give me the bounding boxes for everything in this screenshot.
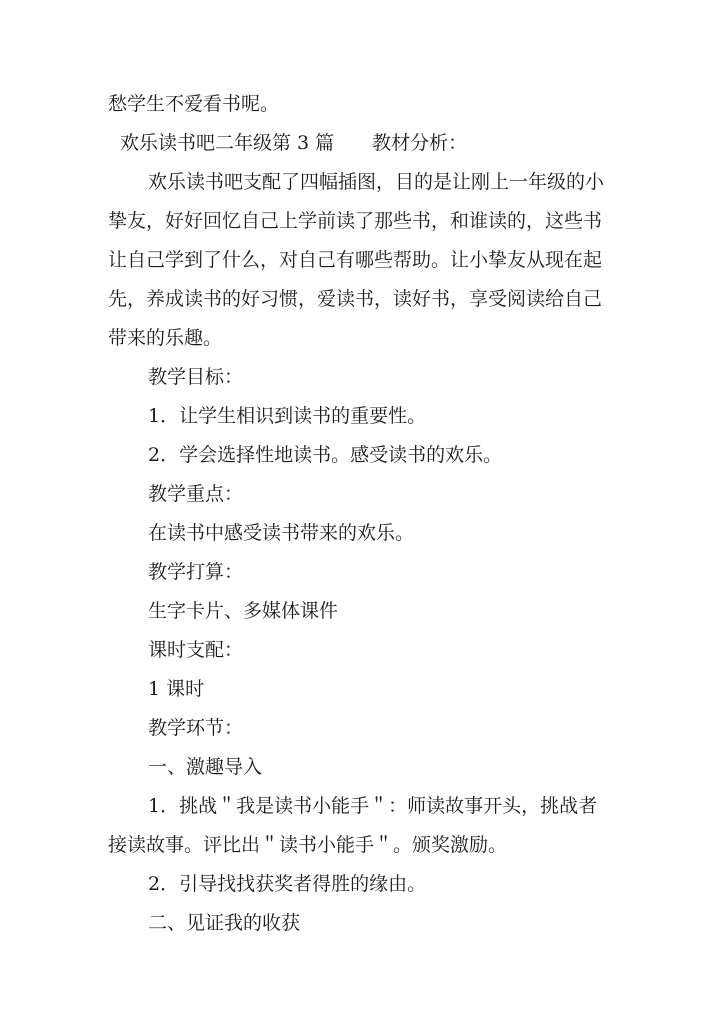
list-item: 2．学会选择性地读书。感受读书的欢乐。 [148, 444, 503, 466]
text-line: 愁学生不爱看书呢。 [108, 93, 280, 115]
list-item: 1．让学生相识到读书的重要性。 [148, 405, 427, 427]
section-heading: 二、见证我的收获 [148, 912, 301, 934]
label-line: 教学打算： [148, 561, 244, 583]
paragraph-line: 欢乐读书吧支配了四幅插图，目的是让刚上一年级的小 [148, 171, 605, 193]
paragraph-line: 让自己学到了什么，对自己有哪些帮助。让小挚友从现在起 [108, 249, 603, 271]
text-line: 生字卡片、多媒体课件 [148, 600, 339, 622]
paragraph-line: 挚友，好好回忆自己上学前读了那些书，和谁读的，这些书 [108, 210, 603, 232]
label-line: 课时支配： [148, 639, 244, 661]
heading-subtitle: 教材分析： [372, 132, 468, 154]
paragraph-line: 先，养成读书的好习惯，爱读书，读好书，享受阅读给自己 [108, 288, 603, 310]
list-item: 1．挑战＂我是读书小能手＂：师读故事开头，挑战者 [148, 795, 598, 817]
label-line: 教学目标： [148, 366, 244, 388]
section-heading: 一、激趣导入 [148, 756, 263, 778]
heading-title: 欢乐读书吧二年级第 3 篇 [120, 132, 335, 154]
text-line: 1 课时 [148, 678, 205, 700]
paragraph-line: 带来的乐趣。 [108, 327, 223, 349]
section-heading [120, 134, 630, 153]
text-line: 在读书中感受读书带来的欢乐。 [148, 522, 415, 544]
list-item: 2．引导找找获奖者得胜的缘由。 [148, 873, 427, 895]
label-line: 教学环节： [148, 717, 244, 739]
label-line: 教学重点： [148, 483, 244, 505]
paragraph-line: 接读故事。评比出＂读书小能手＂。颁奖激励。 [108, 834, 508, 856]
